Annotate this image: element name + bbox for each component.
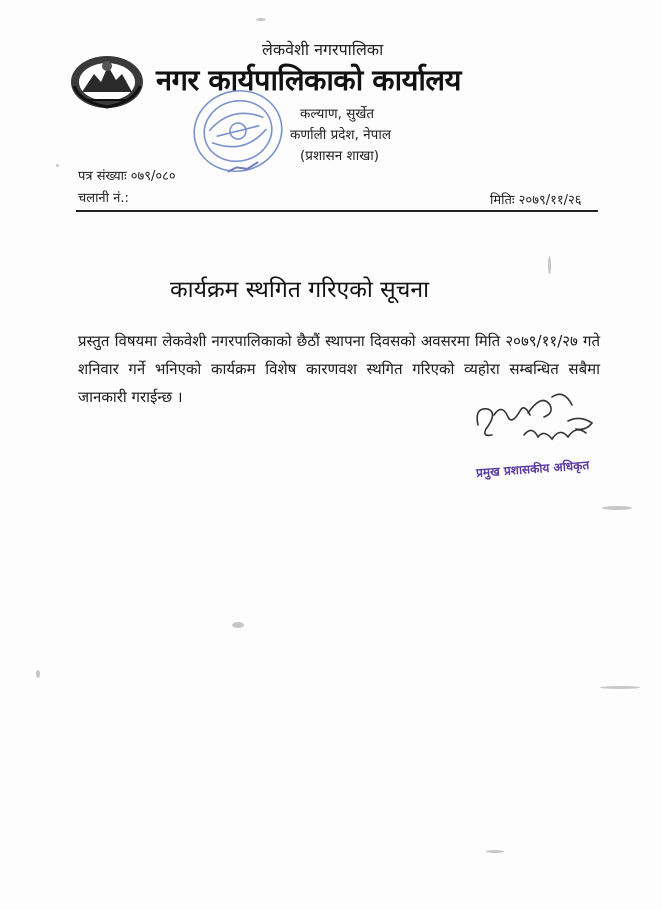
- dispatch-number: चलानी नं.:: [78, 191, 129, 206]
- header-divider: [76, 210, 598, 212]
- notice-title: कार्यक्रम स्थगित गरिएको सूचना: [170, 277, 430, 303]
- office-seal-stamp-icon: [188, 84, 288, 178]
- address-line: (प्रशासन शाखा): [300, 148, 380, 164]
- scan-speck: [256, 18, 266, 21]
- scan-speck: [36, 670, 40, 678]
- scan-speck: [56, 164, 59, 167]
- scan-speck: [600, 686, 640, 689]
- scan-speck: [602, 506, 632, 510]
- office-title: नगर कार्यपालिकाको कार्यालय: [156, 63, 461, 97]
- signatory-title: प्रमुख प्रशासकीय अधिकृत: [475, 458, 590, 480]
- letter-date: मितिः २०७९/११/२६: [490, 193, 582, 208]
- address-line: कल्याण, सुर्खेत: [300, 106, 375, 122]
- nepal-emblem-icon: [68, 52, 146, 110]
- scan-speck: [486, 850, 504, 853]
- scan-speck: [232, 622, 244, 628]
- notice-body: प्रस्तुत विषयमा लेकवेशी नगरपालिकाको छैठौं स्थापना दिवसको अवसरमा मिति २०७९/११/२७ गते शनिवार गर्ने भनिएको कार्यक्रम विशेष कारणवश स्थगित गरिएको व्यहोरा सम्बन्धित सबैमा जानकारी गराईन्छ ।: [78, 332, 600, 406]
- municipality-name: लेकवेशी नगरपालिका: [262, 40, 384, 59]
- handwritten-signature-icon: [468, 385, 608, 455]
- address-line: कर्णाली प्रदेश, नेपाल: [290, 127, 391, 143]
- letter-number: पत्र संख्याः ०७९/०८०: [78, 169, 176, 184]
- scan-speck: [548, 256, 551, 274]
